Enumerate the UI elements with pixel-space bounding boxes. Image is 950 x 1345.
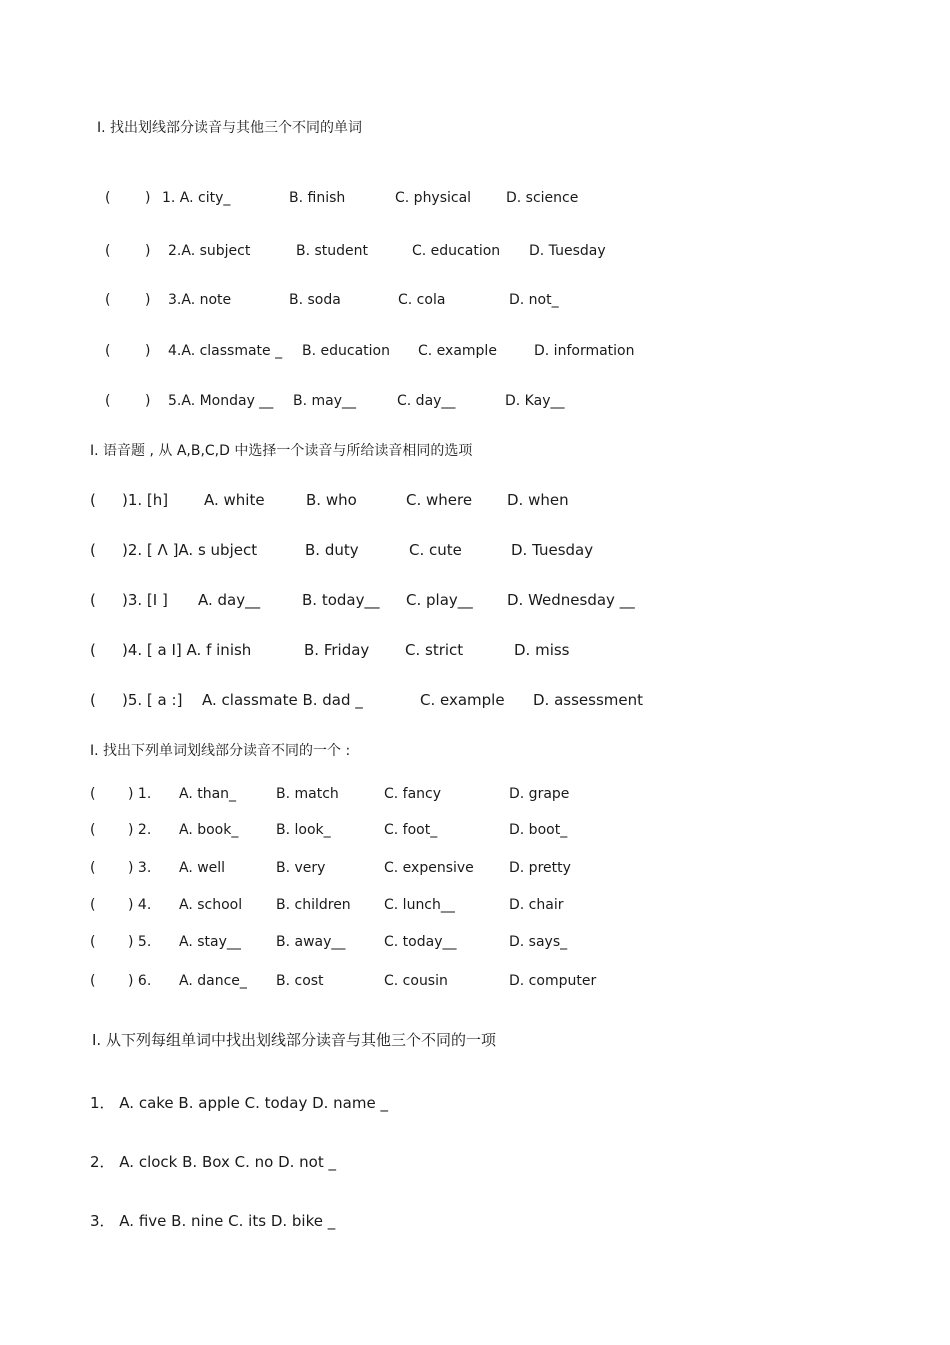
option-a: 5.A. Monday __ bbox=[168, 393, 274, 409]
option-c: C. strict bbox=[405, 641, 464, 659]
option-a: A. white bbox=[204, 491, 265, 509]
option-b: B. match bbox=[276, 786, 339, 802]
option-c: C. fancy bbox=[384, 786, 442, 802]
paren-close: ) bbox=[145, 393, 151, 409]
option-c: C. today__ bbox=[384, 934, 457, 950]
paren-open: ( bbox=[90, 822, 96, 838]
question-with-option-a: )2. [ Λ ]A. s ubject bbox=[122, 541, 258, 559]
option-d: D. Tuesday bbox=[529, 243, 606, 259]
option-b: B. children bbox=[276, 897, 351, 913]
paren-open: ( bbox=[105, 190, 111, 206]
option-b: B. student bbox=[296, 243, 369, 259]
option-d: D. not_ bbox=[509, 292, 559, 308]
question-number: ) 2. bbox=[128, 822, 152, 838]
paren-open: ( bbox=[90, 691, 96, 709]
option-b: B. away__ bbox=[276, 934, 346, 950]
paren-open: ( bbox=[90, 786, 96, 802]
option-b: B. cost bbox=[276, 973, 324, 989]
option-c: C. example bbox=[420, 691, 505, 709]
option-a: A. school bbox=[179, 897, 243, 913]
option-a: A. than_ bbox=[179, 786, 237, 802]
option-d: D. miss bbox=[514, 641, 570, 659]
option-d: D. pretty bbox=[509, 860, 571, 876]
option-a-and-b: A. classmate B. dad _ bbox=[202, 691, 363, 709]
option-b: B. education bbox=[302, 343, 390, 359]
option-a: A. dance_ bbox=[179, 973, 247, 989]
option-c: C. cola bbox=[398, 292, 446, 308]
option-d: D. science bbox=[506, 190, 579, 206]
option-d: D. information bbox=[534, 343, 635, 359]
question-number: )1. [h] bbox=[122, 491, 169, 509]
question-with-option-a: )4. [ a I] A. f inish bbox=[122, 641, 252, 659]
paren-open: ( bbox=[105, 343, 111, 359]
option-c: C. expensive bbox=[384, 860, 474, 876]
option-a: A. day__ bbox=[198, 591, 261, 609]
question-number: )3. [I ] bbox=[122, 591, 168, 609]
section2-heading: I. 语音题 , 从 A,B,C,D 中选择一个读音与所给读音相同的选项 bbox=[90, 443, 473, 459]
option-d: D. grape bbox=[509, 786, 570, 802]
option-b: B. look_ bbox=[276, 822, 331, 838]
paren-close: ) bbox=[145, 243, 151, 259]
paren-open: ( bbox=[90, 934, 96, 950]
option-d: D. says_ bbox=[509, 934, 568, 950]
paren-close: ) bbox=[145, 292, 151, 308]
option-d: D. Tuesday bbox=[511, 541, 594, 559]
option-a: 3.A. note bbox=[168, 292, 232, 308]
option-d: D. computer bbox=[509, 973, 597, 989]
paren-open: ( bbox=[105, 243, 111, 259]
option-b: B. who bbox=[306, 491, 357, 509]
option-c: C. where bbox=[406, 491, 473, 509]
paren-open: ( bbox=[90, 591, 96, 609]
option-a: 1. A. city_ bbox=[162, 190, 231, 206]
paren-close: ) bbox=[145, 343, 151, 359]
option-d: D. chair bbox=[509, 897, 564, 913]
option-c: C. foot_ bbox=[384, 822, 438, 838]
question-number: )5. [ a :] bbox=[122, 691, 183, 709]
option-b: B. duty bbox=[305, 541, 359, 559]
option-b: B. today__ bbox=[302, 591, 380, 609]
option-b: B. finish bbox=[289, 190, 346, 206]
option-b: B. Friday bbox=[304, 641, 370, 659]
section4-heading: Ⅰ. 从下列每组单词中找出划线部分读音与其他三个不同的一项 bbox=[92, 1031, 496, 1049]
option-d: D. Kay__ bbox=[505, 393, 565, 409]
paren-open: ( bbox=[90, 491, 96, 509]
option-c: C. day__ bbox=[397, 393, 456, 409]
option-c: C. lunch__ bbox=[384, 897, 455, 913]
paren-open: ( bbox=[90, 973, 96, 989]
option-a: 2.A. subject bbox=[168, 243, 251, 259]
s4-question-2: 2． A. clock B. Box C. no D. not _ bbox=[90, 1153, 336, 1171]
question-number: ) 6. bbox=[128, 973, 152, 989]
option-b: B. may__ bbox=[293, 393, 357, 409]
option-a: 4.A. classmate _ bbox=[168, 343, 283, 359]
s4-question-3: 3． A. five B. nine C. its D. bike _ bbox=[90, 1212, 336, 1230]
option-c: C. cute bbox=[409, 541, 462, 559]
paren-open: ( bbox=[90, 541, 96, 559]
question-number: ) 1. bbox=[128, 786, 152, 802]
option-a: A. book_ bbox=[179, 822, 239, 838]
option-c: C. physical bbox=[395, 190, 472, 206]
option-a: A. well bbox=[179, 860, 226, 876]
option-c: C. cousin bbox=[384, 973, 448, 989]
option-b: B. soda bbox=[289, 292, 341, 308]
question-number: ) 5. bbox=[128, 934, 152, 950]
paren-open: ( bbox=[90, 860, 96, 876]
paren-open: ( bbox=[105, 393, 111, 409]
paren-open: ( bbox=[90, 897, 96, 913]
question-number: ) 3. bbox=[128, 860, 152, 876]
question-number: ) 4. bbox=[128, 897, 152, 913]
option-c: C. example bbox=[418, 343, 497, 359]
paren-open: ( bbox=[90, 641, 96, 659]
section1-heading: I. 找出划线部分读音与其他三个不同的单词 bbox=[97, 120, 363, 136]
option-d: D. when bbox=[507, 491, 569, 509]
s4-question-1: 1． A. cake B. apple C. today D. name _ bbox=[90, 1094, 388, 1112]
paren-open: ( bbox=[105, 292, 111, 308]
option-b: B. very bbox=[276, 860, 326, 876]
paren-close: ) bbox=[145, 190, 151, 206]
option-a: A. stay__ bbox=[179, 934, 241, 950]
section3-heading: I. 找出下列单词划线部分读音不同的一个 : bbox=[90, 743, 351, 759]
option-d: D. Wednesday __ bbox=[507, 591, 635, 609]
option-d: D. boot_ bbox=[509, 822, 568, 838]
option-c: C. play__ bbox=[406, 591, 473, 609]
option-d: D. assessment bbox=[533, 691, 643, 709]
option-c: C. education bbox=[412, 243, 501, 259]
